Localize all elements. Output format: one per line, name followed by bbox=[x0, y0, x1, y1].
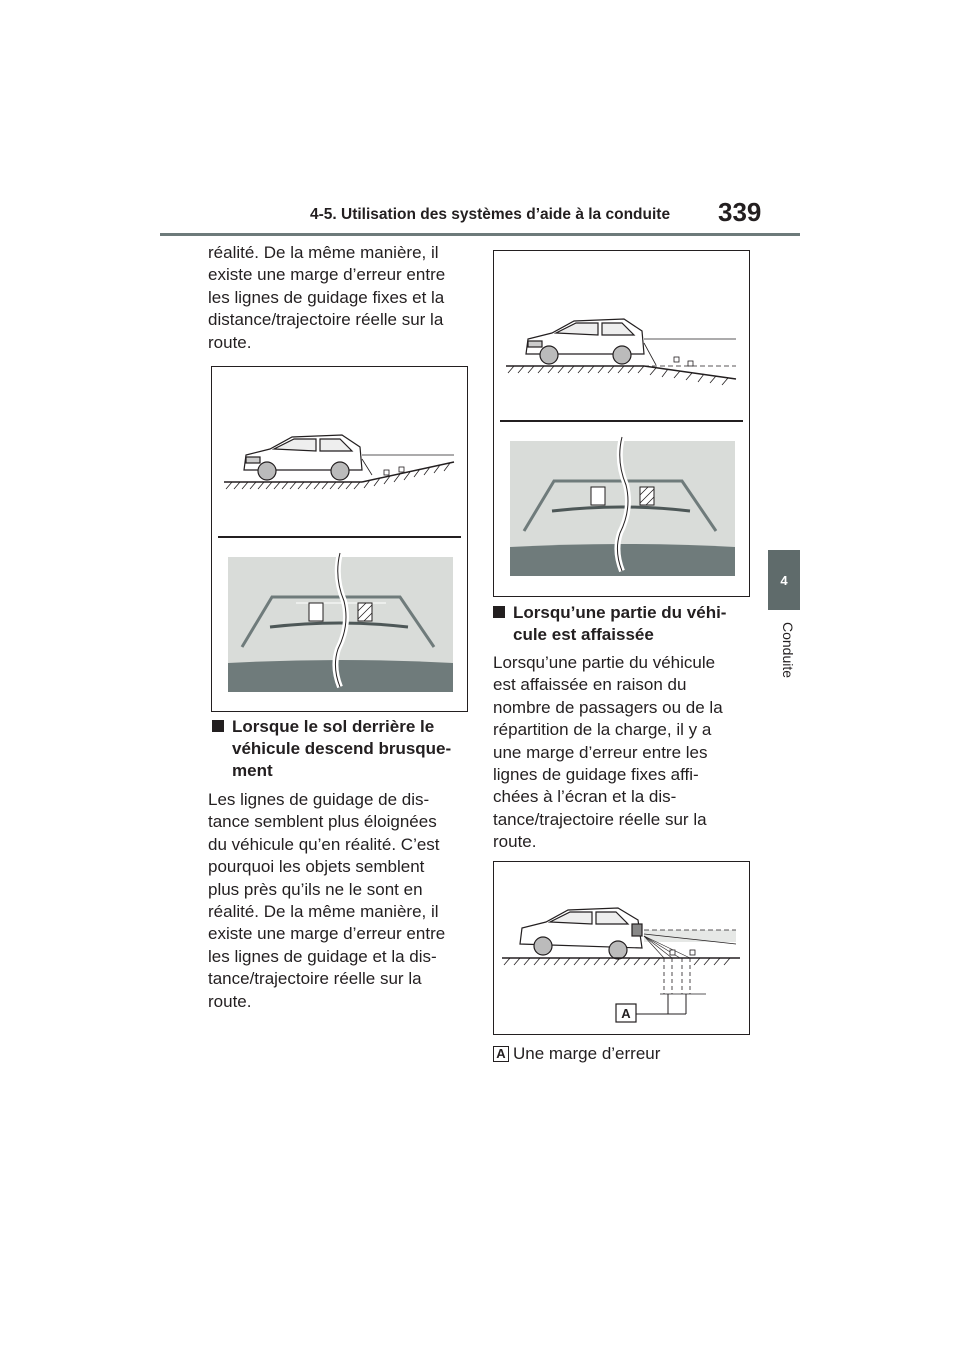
sagging-paragraph bbox=[493, 652, 723, 854]
text-line: ment bbox=[232, 761, 273, 780]
downhill-paragraph bbox=[208, 789, 445, 1013]
car-icon bbox=[244, 435, 362, 480]
section-header: 4-5. Utilisation des systèmes d’aide à la conduite bbox=[310, 206, 671, 223]
square-bullet-icon bbox=[212, 720, 224, 732]
uphill-illustration bbox=[494, 251, 749, 596]
text-line: pourquoi les objets semblent bbox=[208, 857, 425, 877]
text-line: réalité. De la même manière, il bbox=[208, 243, 439, 262]
text-line: tance semblent plus éloignées bbox=[208, 812, 437, 832]
chapter-tab bbox=[768, 550, 800, 610]
downhill-illustration bbox=[212, 367, 467, 711]
text-line: Les lignes de guidage de dis- bbox=[208, 790, 430, 809]
figure-downhill-slope bbox=[211, 366, 468, 712]
text-line: répartition de la charge, il y a bbox=[493, 720, 712, 740]
callout-label-a: A bbox=[621, 1006, 631, 1021]
text-line: Lorsque le sol derrière le bbox=[232, 717, 435, 736]
text-line: tance/trajectoire réelle sur la bbox=[493, 809, 707, 829]
figure-caption bbox=[493, 1044, 660, 1064]
text-line: route. bbox=[208, 991, 252, 1011]
text-line: tance/trajectoire réelle sur la bbox=[208, 969, 422, 989]
text-line: existe une marge d’erreur entre bbox=[208, 265, 446, 285]
text-line: lignes de guidage fixes affi- bbox=[493, 765, 699, 785]
text-line: chées à l’écran et la dis- bbox=[493, 787, 677, 807]
page-number: 339 bbox=[718, 197, 762, 227]
text-line: cule est affaissée bbox=[513, 625, 654, 644]
text-line: les lignes de guidage et la dis- bbox=[208, 946, 437, 966]
figure-sagging-vehicle bbox=[493, 861, 750, 1035]
intro-paragraph bbox=[208, 242, 445, 354]
square-bullet-icon bbox=[493, 606, 505, 618]
text-line: Lorsqu’une partie du véhicule bbox=[493, 653, 716, 672]
header-rule bbox=[160, 233, 800, 236]
section-title-sagging bbox=[493, 602, 726, 646]
text-line: existe une marge d’erreur entre bbox=[208, 924, 446, 944]
text-line: du véhicule qu’en réalité. C’est bbox=[208, 834, 440, 854]
text-line: nombre de passagers ou de la bbox=[493, 697, 723, 717]
text-line: est affaissée en raison du bbox=[493, 675, 687, 695]
text-line: plus près qu’ils ne le sont en bbox=[208, 879, 423, 899]
text-line: Lorsqu’une partie du véhi- bbox=[513, 603, 727, 622]
caption-text: Une marge d’erreur bbox=[513, 1044, 661, 1063]
car-icon bbox=[526, 319, 644, 364]
text-line: une marge d’erreur entre les bbox=[493, 742, 708, 762]
chapter-number: 4 bbox=[780, 572, 788, 588]
car-icon bbox=[520, 908, 642, 959]
text-line: route. bbox=[493, 832, 537, 852]
text-line: véhicule descend brusque- bbox=[232, 739, 452, 758]
figure-uphill-slope bbox=[493, 250, 750, 597]
text-line: route. bbox=[208, 332, 252, 352]
section-title-downhill bbox=[212, 716, 451, 782]
chapter-label: Conduite bbox=[780, 622, 796, 679]
text-line: les lignes de guidage fixes et la bbox=[208, 287, 445, 307]
sagging-illustration bbox=[494, 862, 749, 1034]
caption-label-a: A bbox=[493, 1046, 509, 1062]
text-line: distance/trajectoire réelle sur la bbox=[208, 310, 444, 330]
text-line: réalité. De la même manière, il bbox=[208, 902, 439, 922]
